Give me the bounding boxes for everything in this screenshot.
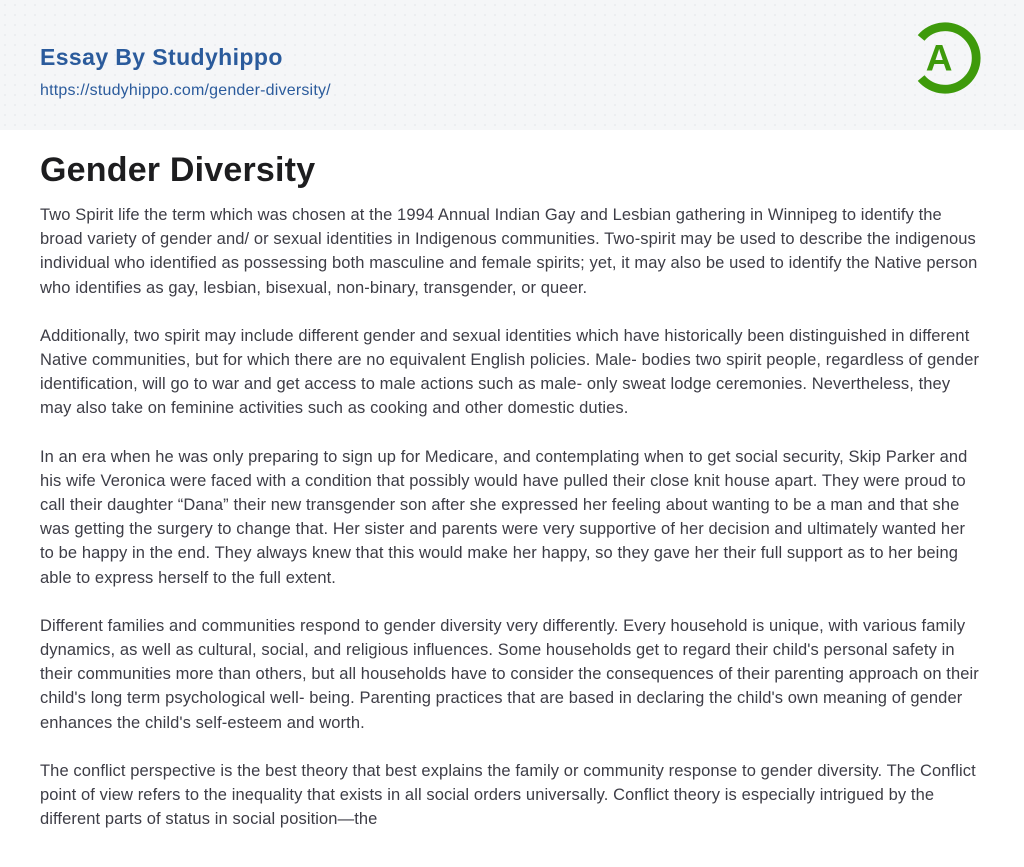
article-content	[0, 151, 1024, 831]
article-paragraph: Different families and communities respond to gender diversity very differently. Every household is unique, with various family dynamics, as well as cultural, social, and religious influences. Some households get to regard their child's personal safety in their communities more than others, but all households have to consider the consequences of their parenting approach on their child's long term psychological well- being. Parenting practices that are based in declaring the child's own meaning of gender enhances the child's self-esteem and worth.	[40, 616, 979, 732]
article-title: Gender Diversity	[40, 151, 316, 189]
article-body	[40, 203, 984, 831]
article-paragraph: In an era when he was only preparing to sign up for Medicare, and contemplating when to get social security, Skip Parker and his wife Veronica were faced with a condition that possibly would have pulled their close knit house apart. They were proud to call their daughter “Dana” their new transgender son after she expressed her feeling about wanting to be a man and that she was getting the surgery to change that. Her sister and parents were very supportive of her decision and ultimately wanted her to be happy in the end. They always knew that this would make her happy, so they gave her their full support as to her being able to express herself to the full extent.	[40, 447, 968, 587]
article-paragraph: Additionally, two spirit may include different gender and sexual identities which have historically been distinguished in different Native communities, but for which there are no equivalent English policies. Male- bodies two spirit people, regardless of gender identification, will go to war and get access to male actions such as male- only sweat lodge ceremonies. Nevertheless, they may also take on feminine activities such as cooking and other domestic duties.	[40, 326, 980, 418]
source-url-link[interactable]: https://studyhippo.com/gender-diversity/	[40, 82, 331, 99]
article-paragraph: Two Spirit life the term which was chosen at the 1994 Annual Indian Gay and Lesbian gathering in Winnipeg to identify the broad variety of gender and/ or sexual identities in Indigenous communities. Two-spirit may be used to describe the indigenous individual who identified as possessing both masculine and female spirits; yet, it may also be used to identify the Native person who identifies as gay, lesbian, bisexual, non-binary, transgender, or queer.	[40, 206, 978, 297]
studyhippo-logo-icon	[906, 19, 984, 97]
header-branding	[40, 44, 331, 100]
page-header	[0, 0, 1024, 130]
site-title: Essay By Studyhippo	[40, 44, 283, 70]
article-paragraph: The conflict perspective is the best theory that best explains the family or community response to gender diversity. The Conflict point of view refers to the inequality that exists in all social orders universally. Conflict theory is especially intrigued by the different parts of status in social position—the	[40, 761, 976, 829]
logo-letter: A	[925, 36, 953, 79]
